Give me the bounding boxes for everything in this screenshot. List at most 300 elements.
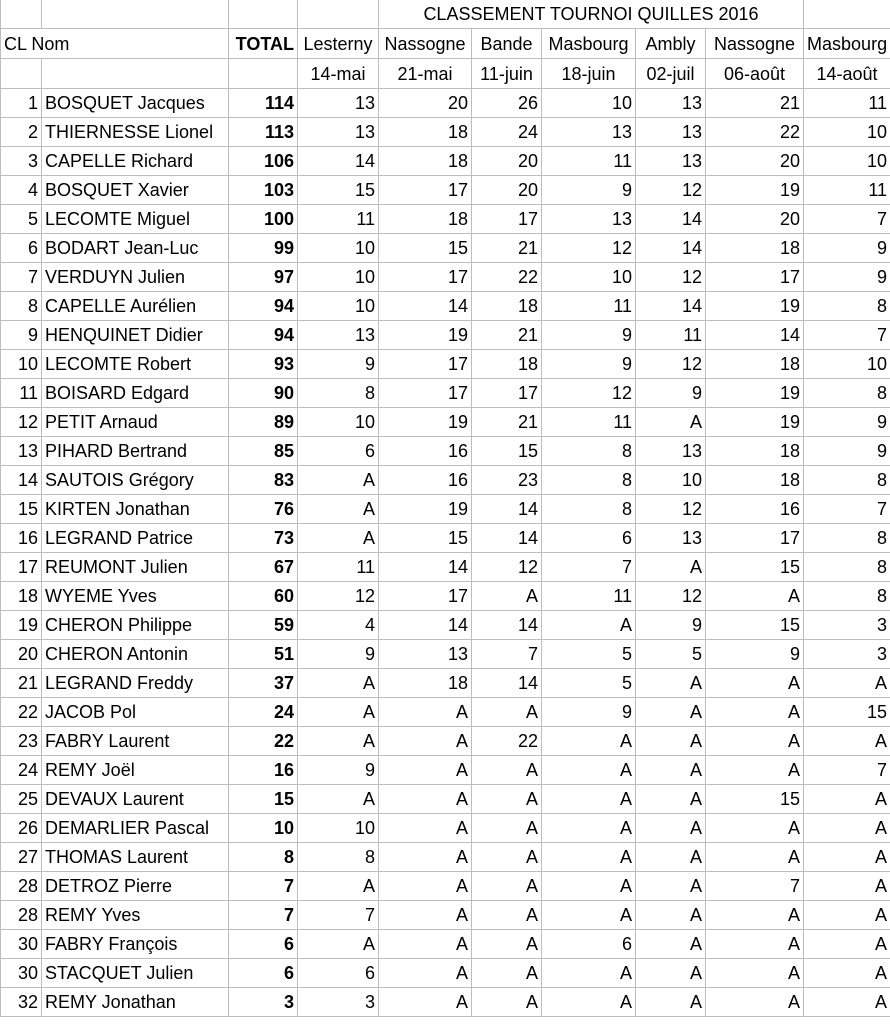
- score-cell: A: [636, 698, 706, 727]
- score-cell: 7: [804, 205, 890, 234]
- score-cell: A: [542, 843, 636, 872]
- score-cell: A: [706, 988, 804, 1017]
- score-cell: 11: [298, 205, 379, 234]
- score-cell: 7: [804, 495, 890, 524]
- score-cell: 3: [298, 988, 379, 1017]
- empty-cell: [1, 0, 42, 29]
- score-cell: 15: [379, 524, 472, 553]
- table-row: [1, 292, 890, 321]
- score-cell: A: [804, 727, 890, 756]
- score-cell: 13: [636, 89, 706, 118]
- score-cell: 17: [379, 176, 472, 205]
- player-name-cell: PIHARD Bertrand: [42, 437, 229, 466]
- rank-cell: 20: [1, 640, 42, 669]
- score-cell: 20: [706, 205, 804, 234]
- score-cell: 14: [636, 292, 706, 321]
- table-row: [1, 582, 890, 611]
- score-cell: 9: [804, 234, 890, 263]
- score-cell: A: [804, 872, 890, 901]
- total-cell: 51: [229, 640, 298, 669]
- score-cell: A: [298, 669, 379, 698]
- rank-cell: 22: [1, 698, 42, 727]
- score-cell: 8: [542, 437, 636, 466]
- rank-cell: 4: [1, 176, 42, 205]
- cl-nom-header: CL Nom: [1, 29, 229, 59]
- score-cell: 18: [472, 292, 542, 321]
- score-cell: 12: [636, 263, 706, 292]
- score-cell: A: [636, 669, 706, 698]
- score-cell: 10: [542, 89, 636, 118]
- score-cell: A: [636, 843, 706, 872]
- empty-cell: [1, 59, 42, 89]
- score-cell: A: [298, 495, 379, 524]
- score-cell: A: [804, 930, 890, 959]
- player-name-cell: CAPELLE Richard: [42, 147, 229, 176]
- score-cell: 13: [636, 147, 706, 176]
- total-cell: 22: [229, 727, 298, 756]
- rank-cell: 28: [1, 901, 42, 930]
- score-cell: 10: [542, 263, 636, 292]
- score-cell: A: [706, 843, 804, 872]
- score-cell: 19: [706, 379, 804, 408]
- score-cell: A: [542, 785, 636, 814]
- empty-cell: [298, 0, 379, 29]
- score-cell: 13: [379, 640, 472, 669]
- score-cell: A: [472, 582, 542, 611]
- total-cell: 90: [229, 379, 298, 408]
- score-cell: 11: [542, 292, 636, 321]
- player-name-cell: WYEME Yves: [42, 582, 229, 611]
- score-cell: 22: [472, 727, 542, 756]
- table-row: [1, 901, 890, 930]
- date-header: 11-juin: [472, 59, 542, 89]
- rank-cell: 1: [1, 89, 42, 118]
- score-cell: 18: [706, 466, 804, 495]
- score-cell: A: [706, 901, 804, 930]
- score-cell: 8: [804, 292, 890, 321]
- score-cell: 14: [379, 553, 472, 582]
- rank-cell: 26: [1, 814, 42, 843]
- table-row: [1, 89, 890, 118]
- table-row: [1, 611, 890, 640]
- score-cell: A: [298, 930, 379, 959]
- score-cell: 7: [542, 553, 636, 582]
- score-cell: 7: [804, 321, 890, 350]
- rank-cell: 21: [1, 669, 42, 698]
- total-cell: 99: [229, 234, 298, 263]
- score-cell: 4: [298, 611, 379, 640]
- score-cell: 18: [706, 350, 804, 379]
- venue-header: Masbourg: [542, 29, 636, 59]
- score-cell: A: [542, 611, 636, 640]
- score-cell: A: [636, 959, 706, 988]
- score-cell: 14: [298, 147, 379, 176]
- score-cell: 22: [706, 118, 804, 147]
- score-cell: 12: [636, 350, 706, 379]
- table-row: [1, 785, 890, 814]
- score-cell: 10: [804, 350, 890, 379]
- score-cell: 10: [298, 263, 379, 292]
- score-cell: 8: [298, 843, 379, 872]
- score-cell: A: [804, 785, 890, 814]
- score-cell: 15: [472, 437, 542, 466]
- score-cell: 11: [542, 147, 636, 176]
- score-cell: 14: [472, 669, 542, 698]
- player-name-cell: CHERON Antonin: [42, 640, 229, 669]
- total-cell: 97: [229, 263, 298, 292]
- score-cell: 16: [379, 437, 472, 466]
- table-row: [1, 959, 890, 988]
- player-name-cell: REUMONT Julien: [42, 553, 229, 582]
- table-row: [1, 524, 890, 553]
- rank-cell: 19: [1, 611, 42, 640]
- score-cell: 9: [542, 321, 636, 350]
- score-cell: 18: [379, 205, 472, 234]
- score-cell: 9: [636, 379, 706, 408]
- sheet-title: CLASSEMENT TOURNOI QUILLES 2016: [379, 0, 804, 29]
- total-cell: 10: [229, 814, 298, 843]
- table-row: [1, 437, 890, 466]
- score-cell: 20: [472, 176, 542, 205]
- venue-header: Ambly: [636, 29, 706, 59]
- score-cell: 10: [636, 466, 706, 495]
- date-header: 14-août: [804, 59, 890, 89]
- rank-cell: 6: [1, 234, 42, 263]
- score-cell: A: [636, 814, 706, 843]
- score-cell: 15: [804, 698, 890, 727]
- score-cell: 8: [298, 379, 379, 408]
- score-cell: A: [706, 727, 804, 756]
- player-name-cell: CAPELLE Aurélien: [42, 292, 229, 321]
- score-cell: A: [379, 930, 472, 959]
- player-name-cell: PETIT Arnaud: [42, 408, 229, 437]
- total-header: TOTAL: [229, 29, 298, 59]
- rank-cell: 25: [1, 785, 42, 814]
- score-cell: 11: [298, 553, 379, 582]
- table-row: [1, 930, 890, 959]
- score-cell: 17: [706, 524, 804, 553]
- score-cell: 15: [706, 785, 804, 814]
- player-name-cell: LECOMTE Miguel: [42, 205, 229, 234]
- empty-cell: [229, 59, 298, 89]
- rank-cell: 17: [1, 553, 42, 582]
- table-row: [1, 176, 890, 205]
- score-cell: A: [804, 669, 890, 698]
- rank-cell: 10: [1, 350, 42, 379]
- table-row: [1, 350, 890, 379]
- empty-cell: [42, 0, 229, 29]
- table-row: [1, 814, 890, 843]
- score-cell: 6: [298, 437, 379, 466]
- score-cell: 12: [636, 582, 706, 611]
- rank-cell: 7: [1, 263, 42, 292]
- score-cell: A: [379, 959, 472, 988]
- table-row: [1, 698, 890, 727]
- score-cell: A: [706, 669, 804, 698]
- score-cell: A: [472, 785, 542, 814]
- score-cell: 8: [804, 524, 890, 553]
- score-cell: 17: [379, 582, 472, 611]
- score-cell: A: [379, 988, 472, 1017]
- score-cell: 24: [472, 118, 542, 147]
- venue-header: Nassogne: [706, 29, 804, 59]
- table-row: [1, 756, 890, 785]
- score-cell: A: [472, 698, 542, 727]
- player-name-cell: JACOB Pol: [42, 698, 229, 727]
- player-name-cell: VERDUYN Julien: [42, 263, 229, 292]
- score-cell: 17: [379, 379, 472, 408]
- score-cell: A: [379, 872, 472, 901]
- score-cell: 15: [706, 611, 804, 640]
- table-row: [1, 553, 890, 582]
- score-cell: 18: [706, 234, 804, 263]
- score-cell: 8: [542, 495, 636, 524]
- player-name-cell: HENQUINET Didier: [42, 321, 229, 350]
- score-cell: 9: [804, 263, 890, 292]
- score-cell: 12: [472, 553, 542, 582]
- score-cell: 6: [542, 930, 636, 959]
- rank-cell: 8: [1, 292, 42, 321]
- player-name-cell: REMY Joël: [42, 756, 229, 785]
- table-row: [1, 669, 890, 698]
- total-cell: 67: [229, 553, 298, 582]
- score-cell: 10: [298, 292, 379, 321]
- score-cell: A: [379, 901, 472, 930]
- rank-cell: 13: [1, 437, 42, 466]
- score-cell: A: [298, 524, 379, 553]
- score-cell: 13: [542, 118, 636, 147]
- table-row: [1, 234, 890, 263]
- score-cell: 13: [636, 118, 706, 147]
- total-cell: 73: [229, 524, 298, 553]
- score-cell: 8: [542, 466, 636, 495]
- total-cell: 100: [229, 205, 298, 234]
- rank-cell: 2: [1, 118, 42, 147]
- score-cell: A: [636, 756, 706, 785]
- title-row: [1, 0, 890, 29]
- score-cell: 14: [706, 321, 804, 350]
- player-name-cell: BODART Jean-Luc: [42, 234, 229, 263]
- score-cell: 11: [636, 321, 706, 350]
- score-cell: 5: [542, 640, 636, 669]
- table-row: [1, 466, 890, 495]
- score-cell: 17: [706, 263, 804, 292]
- score-cell: 15: [298, 176, 379, 205]
- score-cell: 10: [298, 408, 379, 437]
- rank-cell: 16: [1, 524, 42, 553]
- score-cell: 19: [379, 495, 472, 524]
- score-cell: A: [542, 814, 636, 843]
- score-cell: A: [542, 727, 636, 756]
- score-cell: A: [472, 843, 542, 872]
- score-cell: A: [542, 872, 636, 901]
- score-cell: A: [636, 408, 706, 437]
- total-cell: 6: [229, 959, 298, 988]
- score-cell: A: [804, 988, 890, 1017]
- rank-cell: 28: [1, 872, 42, 901]
- player-name-cell: BOSQUET Jacques: [42, 89, 229, 118]
- score-cell: 3: [804, 611, 890, 640]
- venue-header: Nassogne: [379, 29, 472, 59]
- player-name-cell: STACQUET Julien: [42, 959, 229, 988]
- score-cell: 7: [472, 640, 542, 669]
- score-cell: 19: [379, 408, 472, 437]
- player-name-cell: THIERNESSE Lionel: [42, 118, 229, 147]
- score-cell: 18: [472, 350, 542, 379]
- score-cell: A: [542, 901, 636, 930]
- score-cell: 19: [706, 408, 804, 437]
- player-name-cell: REMY Jonathan: [42, 988, 229, 1017]
- table-row: [1, 147, 890, 176]
- date-header: 14-mai: [298, 59, 379, 89]
- table-row: [1, 118, 890, 147]
- date-row: [1, 59, 890, 89]
- score-cell: A: [379, 698, 472, 727]
- table-row: [1, 988, 890, 1017]
- score-cell: A: [298, 466, 379, 495]
- score-cell: A: [379, 727, 472, 756]
- score-cell: A: [804, 814, 890, 843]
- score-cell: 11: [804, 176, 890, 205]
- score-cell: 21: [706, 89, 804, 118]
- score-cell: 10: [298, 234, 379, 263]
- total-cell: 93: [229, 350, 298, 379]
- score-cell: 9: [298, 640, 379, 669]
- score-cell: 13: [298, 118, 379, 147]
- table-row: [1, 727, 890, 756]
- rank-cell: 32: [1, 988, 42, 1017]
- score-cell: A: [472, 814, 542, 843]
- score-cell: 12: [636, 495, 706, 524]
- score-cell: 17: [472, 205, 542, 234]
- score-cell: 6: [542, 524, 636, 553]
- rank-cell: 30: [1, 959, 42, 988]
- score-cell: 16: [706, 495, 804, 524]
- venue-header: Lesterny: [298, 29, 379, 59]
- score-cell: 21: [472, 408, 542, 437]
- score-cell: 11: [542, 408, 636, 437]
- rank-cell: 11: [1, 379, 42, 408]
- score-cell: 20: [706, 147, 804, 176]
- score-cell: 13: [298, 89, 379, 118]
- score-cell: A: [636, 930, 706, 959]
- score-cell: A: [379, 814, 472, 843]
- table-row: [1, 843, 890, 872]
- score-cell: 13: [636, 437, 706, 466]
- table-row: [1, 408, 890, 437]
- rank-cell: 9: [1, 321, 42, 350]
- score-cell: 11: [804, 89, 890, 118]
- score-cell: 8: [804, 582, 890, 611]
- player-name-cell: DEMARLIER Pascal: [42, 814, 229, 843]
- header-row: [1, 29, 890, 59]
- score-cell: 26: [472, 89, 542, 118]
- score-cell: 12: [636, 176, 706, 205]
- rank-cell: 27: [1, 843, 42, 872]
- score-cell: A: [636, 785, 706, 814]
- player-name-cell: FABRY François: [42, 930, 229, 959]
- score-cell: A: [804, 843, 890, 872]
- venue-header: Bande: [472, 29, 542, 59]
- score-cell: 9: [542, 698, 636, 727]
- total-cell: 16: [229, 756, 298, 785]
- score-cell: 11: [542, 582, 636, 611]
- score-cell: A: [542, 988, 636, 1017]
- total-cell: 113: [229, 118, 298, 147]
- score-cell: A: [706, 930, 804, 959]
- score-cell: 7: [706, 872, 804, 901]
- empty-cell: [804, 0, 890, 29]
- score-cell: 20: [379, 89, 472, 118]
- rank-cell: 18: [1, 582, 42, 611]
- player-name-cell: LEGRAND Patrice: [42, 524, 229, 553]
- score-cell: A: [706, 814, 804, 843]
- score-cell: 18: [379, 669, 472, 698]
- player-name-cell: REMY Yves: [42, 901, 229, 930]
- score-cell: 13: [636, 524, 706, 553]
- date-header: 06-août: [706, 59, 804, 89]
- rank-cell: 5: [1, 205, 42, 234]
- player-name-cell: LECOMTE Robert: [42, 350, 229, 379]
- total-cell: 83: [229, 466, 298, 495]
- score-cell: 18: [379, 118, 472, 147]
- score-cell: A: [542, 959, 636, 988]
- score-cell: 12: [542, 379, 636, 408]
- score-cell: A: [298, 872, 379, 901]
- score-cell: 14: [379, 611, 472, 640]
- score-cell: A: [706, 959, 804, 988]
- score-cell: 6: [298, 959, 379, 988]
- score-cell: A: [472, 930, 542, 959]
- score-cell: 9: [706, 640, 804, 669]
- score-cell: 3: [804, 640, 890, 669]
- score-cell: A: [636, 872, 706, 901]
- score-cell: 21: [472, 234, 542, 263]
- total-cell: 8: [229, 843, 298, 872]
- score-cell: 20: [472, 147, 542, 176]
- score-cell: 22: [472, 263, 542, 292]
- rank-cell: 30: [1, 930, 42, 959]
- player-name-cell: LEGRAND Freddy: [42, 669, 229, 698]
- score-cell: 10: [804, 147, 890, 176]
- total-cell: 106: [229, 147, 298, 176]
- score-cell: 14: [379, 292, 472, 321]
- score-cell: 10: [298, 814, 379, 843]
- rank-cell: 12: [1, 408, 42, 437]
- date-header: 02-juil: [636, 59, 706, 89]
- score-cell: 9: [804, 437, 890, 466]
- score-cell: A: [298, 698, 379, 727]
- score-cell: 14: [636, 234, 706, 263]
- rank-cell: 3: [1, 147, 42, 176]
- score-cell: 17: [379, 263, 472, 292]
- score-cell: A: [379, 785, 472, 814]
- total-cell: 76: [229, 495, 298, 524]
- score-cell: A: [298, 785, 379, 814]
- score-cell: A: [472, 756, 542, 785]
- score-cell: 14: [636, 205, 706, 234]
- player-name-cell: DETROZ Pierre: [42, 872, 229, 901]
- score-cell: 17: [379, 350, 472, 379]
- venue-header: Masbourg: [804, 29, 890, 59]
- table-row: [1, 495, 890, 524]
- score-cell: A: [472, 872, 542, 901]
- total-cell: 24: [229, 698, 298, 727]
- player-name-cell: KIRTEN Jonathan: [42, 495, 229, 524]
- score-cell: A: [472, 901, 542, 930]
- table-row: [1, 640, 890, 669]
- score-cell: 19: [706, 176, 804, 205]
